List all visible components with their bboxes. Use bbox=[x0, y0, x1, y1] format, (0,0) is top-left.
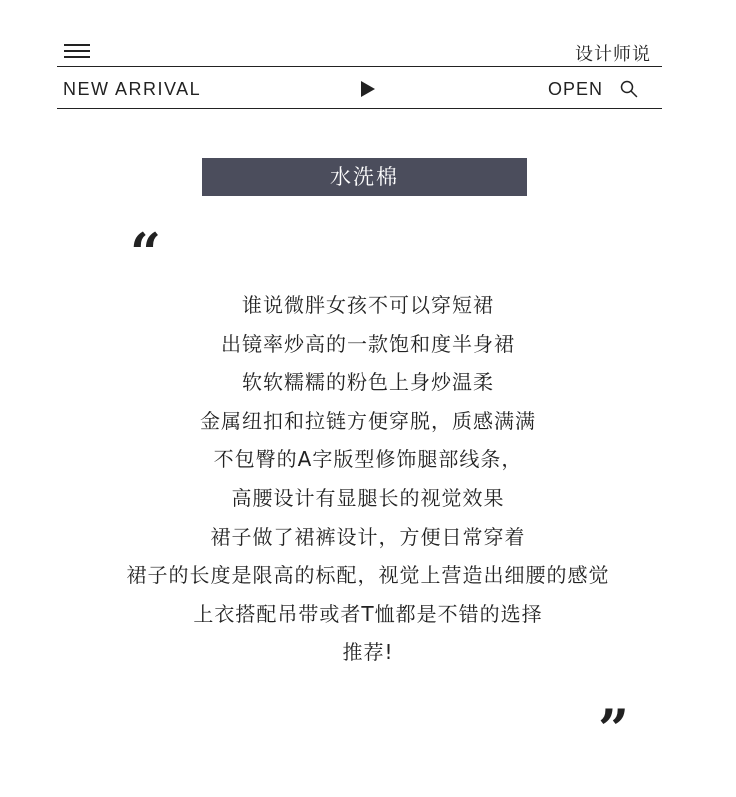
description-line: 推荐! bbox=[342, 640, 394, 665]
description-line: 金属纽扣和拉链方便穿脱，质感满满 bbox=[200, 408, 536, 433]
designer-description bbox=[0, 290, 736, 676]
description-line: 不包臀的A字版型修饰腿部线条， bbox=[213, 447, 523, 472]
play-icon[interactable] bbox=[361, 81, 375, 97]
top-divider bbox=[57, 66, 662, 67]
description-line: 上衣搭配吊带或者T恤都是不错的选择 bbox=[193, 601, 543, 626]
menu-bar bbox=[64, 44, 90, 46]
description-line: 裙子做了裙裤设计，方便日常穿着 bbox=[210, 524, 526, 549]
description-line: 出镜率炒高的一款饱和度半身裙 bbox=[221, 331, 515, 356]
description-line: 软软糯糯的粉色上身炒温柔 bbox=[242, 370, 494, 395]
new-arrival-link[interactable]: NEW ARRIVAL bbox=[63, 79, 202, 99]
open-quote-mark: “ bbox=[130, 221, 162, 285]
open-link[interactable]: OPEN bbox=[548, 79, 604, 99]
menu-bar bbox=[64, 50, 90, 52]
hamburger-menu-icon[interactable] bbox=[64, 44, 90, 58]
description-line: 谁说微胖女孩不可以穿短裙 bbox=[242, 293, 494, 317]
description-line: 高腰设计有显腿长的视觉效果 bbox=[231, 485, 505, 510]
page-title: 设计师说 bbox=[575, 44, 651, 65]
description-line: 裙子的长度是限高的标配，视觉上营造出细腰的感觉 bbox=[126, 563, 610, 588]
fabric-banner: 水洗棉 bbox=[202, 158, 527, 196]
close-quote-mark: ” bbox=[598, 697, 630, 761]
search-icon[interactable] bbox=[620, 80, 638, 98]
bottom-divider bbox=[57, 108, 662, 109]
menu-bar bbox=[64, 56, 90, 58]
